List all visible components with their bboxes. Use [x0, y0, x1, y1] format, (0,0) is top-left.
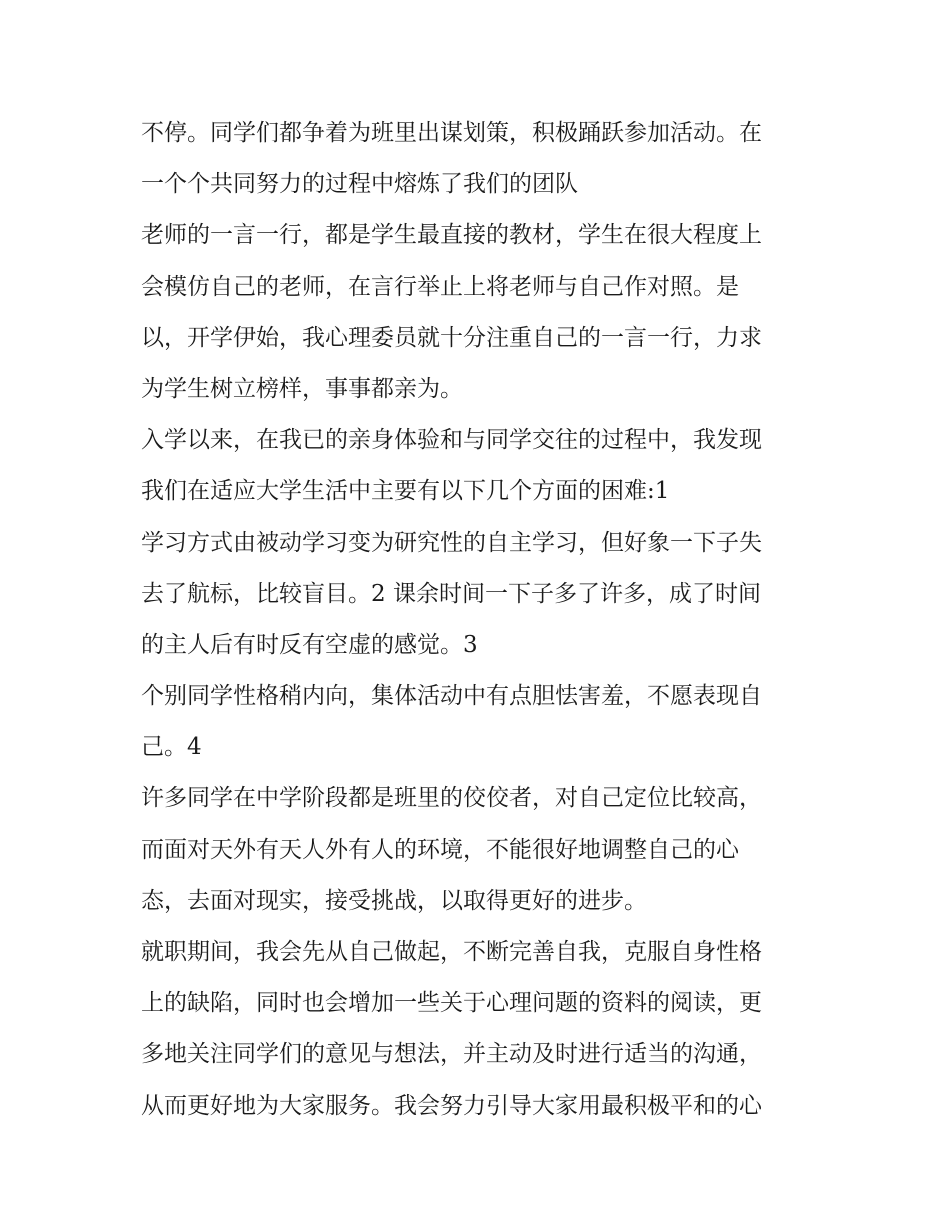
text-line: 会模仿自己的老师，在言行举止上将老师与自己作对照。是 [141, 273, 739, 300]
text-line: 多地关注同学们的意见与想法，并主动及时进行适当的沟通， [141, 1041, 762, 1068]
text-line: 以，开学伊始，我心理委员就十分注重自己的一言一行，力求 [141, 324, 762, 351]
text-line: 学习方式由被动学习变为研究性的自主学习，但好象一下子失 [141, 529, 762, 556]
text-line: 为学生树立榜样，事事都亲为。 [141, 375, 463, 402]
text-line: 老师的一言一行，都是学生最直接的教材，学生在很大程度上 [141, 222, 762, 249]
text-line: 从而更好地为大家服务。我会努力引导大家用最积极平和的心 [141, 1092, 762, 1119]
text-line: 的主人后有时反有空虚的感觉。3 [141, 631, 478, 658]
text-line: 就职期间，我会先从自己做起，不断完善自我，克服自身性格 [141, 939, 762, 965]
text-line: 不停。同学们都争着为班里出谋划策，积极踊跃参加活动。在 [141, 120, 762, 146]
body-text [141, 108, 821, 1132]
text-line: 我们在适应大学生活中主要有以下几个方面的困难:1 [141, 478, 670, 505]
text-line: 己。4 [141, 734, 202, 761]
text-line: 许多同学在中学阶段都是班里的佼佼者，对自己定位比较高， [141, 785, 762, 812]
text-line: 态，去面对现实，接受挑战，以取得更好的进步。 [141, 887, 647, 914]
text-line: 而面对天外有天人外有人的环境，不能很好地调整自己的心 [141, 836, 739, 863]
text-line: 个别同学性格稍内向，集体活动中有点胆怯害羞，不愿表现自 [141, 683, 762, 710]
text-line: 上的缺陷，同时也会增加一些关于心理问题的资料的阅读，更 [141, 990, 762, 1017]
text-line: 入学以来，在我已的亲身体验和与同学交往的过程中，我发现 [141, 427, 762, 454]
text-line: 去了航标，比较盲目。2 课余时间一下子多了许多，成了时间 [141, 580, 761, 607]
text-line: 一个个共同努力的过程中熔炼了我们的团队 [141, 171, 578, 198]
